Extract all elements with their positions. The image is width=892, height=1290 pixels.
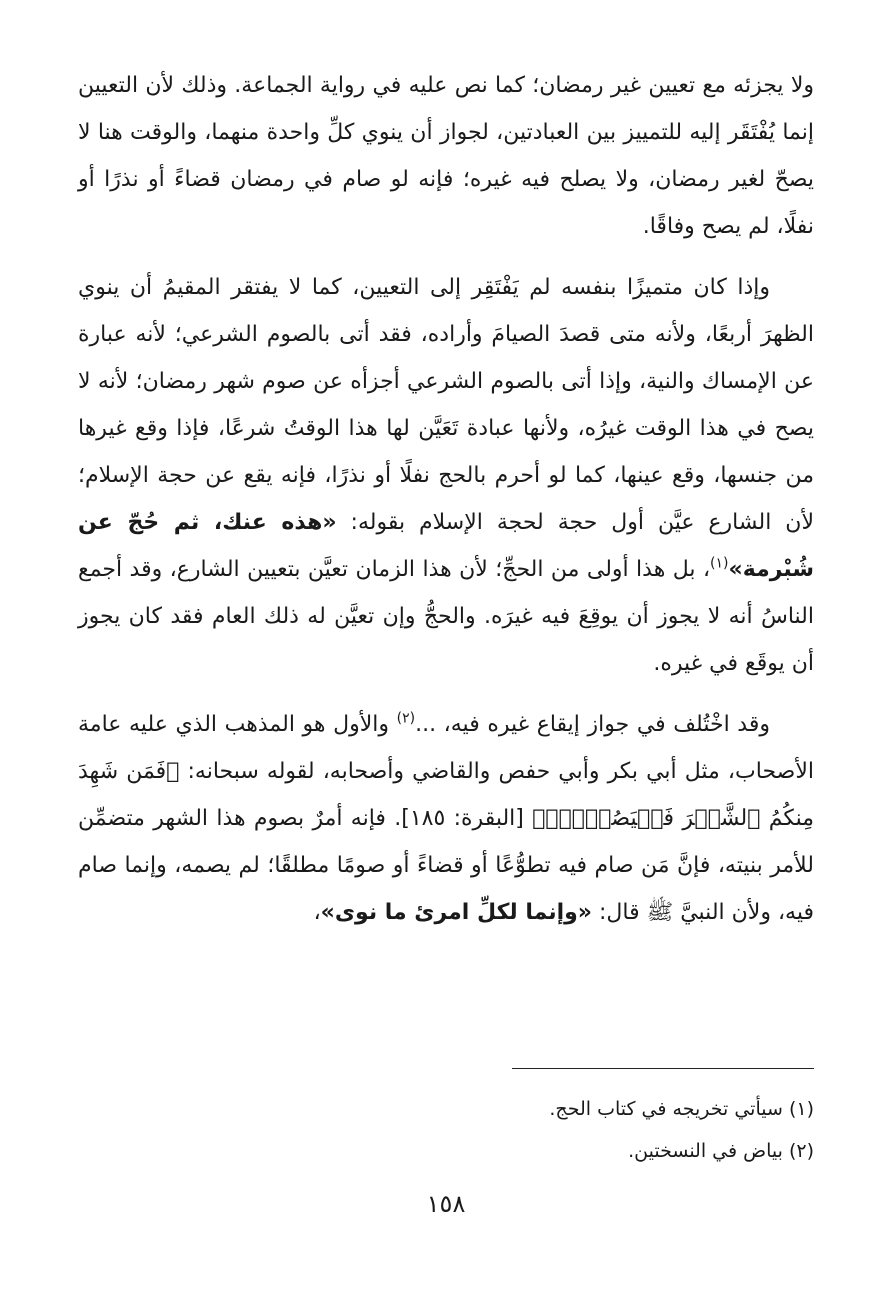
footnotes <box>78 1088 814 1172</box>
hadith-quote: «وإنما لكلِّ امرئ ما نوى» <box>320 900 593 925</box>
text-run: وقد اخْتُلف في جواز إيقاع غيره فيه، ... <box>415 712 770 737</box>
footnote-marker: (٢) <box>396 710 416 727</box>
paragraph <box>78 264 814 687</box>
text-run: ، بل هذا أولى من الحجِّ؛ لأن هذا الزمان تعيَّن بتعيين الشارع، وقد أجمع الناسُ أنه لا يجوز أن يوقِعَ فيه غيرَه. والحجُّ وإن تعيَّن له ذلك العام فقد كان يجوز أن يوقَع في غيره. <box>78 557 814 676</box>
footnote-divider <box>512 1068 814 1069</box>
text-run: ولا يجزئه مع تعيين غير رمضان؛ كما نص عليه في رواية الجماعة. وذلك لأن التعيين إنما يُفْتَقَر إليه للتمييز بين العبادتين، لجواز أن ينوي كلِّ واحدة منهما، والوقت هنا لا يصحّ لغير رمضان، ولا يصلح فيه غيره؛ فإنه لو صام في رمضان قضاءً أو نذرًا أو نفلًا، لم يصح وفاقًا. <box>78 73 814 239</box>
paragraph <box>78 701 814 936</box>
footnote: (٢) بياض في النسختين. <box>628 1140 814 1162</box>
text-run: وإذا كان متميزًا بنفسه لم يَفْتَقِر إلى التعيين، كما لا يفتقر المقيمُ أن ينوي الظهرَ أربعًا، ولأنه متى قصدَ الصيامَ وأراده، فقد أتى بالصوم الشرعي؛ لأنه عبارة عن الإمساك والنية، وإذا أتى بالصوم الشرعي أجزأه عن صوم شهر رمضان؛ لأنه لا يصح في هذا الوقت غيرُه، ولأنها عبادة تَعَيَّن لها هذا الوقتُ شرعًا، فإذا وقع غيرها من جنسها، وقع عينها، كما لو أحرم بالحج نفلًا أو نذرًا، فإنه يقع عن حجة الإسلام؛ لأن الشارع عيَّن أول حجة لحجة الإسلام بقوله: <box>78 275 814 535</box>
footnote: (١) سيأتي تخريجه في كتاب الحج. <box>549 1098 814 1120</box>
main-text <box>78 62 814 950</box>
quran-verse: ﴿فَمَن شَهِدَ مِنكُمُ ٱلشَّهۡرَ فَلۡيَصُمۡهُۖ﴾ <box>78 759 814 831</box>
text-run: والأول هو المذهب الذي عليه عامة الأصحاب، مثل أبي بكر وأبي حفص والقاضي وأصحابه، لقوله سبحانه: <box>78 712 814 784</box>
page-number: ١٥٨ <box>426 1190 466 1218</box>
text-run: ، <box>313 900 321 925</box>
hadith-quote: «هذه عنك، ثم حُجّ عن شُبْرمة» <box>78 510 814 582</box>
text-run: [البقرة: ١٨٥]. فإنه أمرٌ بصوم هذا الشهر متضمِّن للأمر بنيته، فإنَّ مَن صام فيه تطوُّعًا أو قضاءً أو صومًا مطلقًا؛ لم يصمه، وإنما صام فيه، ولأن النبيَّ ﷺ قال: <box>78 806 814 925</box>
paragraph <box>78 62 814 250</box>
footnote-marker: (١) <box>710 555 729 572</box>
